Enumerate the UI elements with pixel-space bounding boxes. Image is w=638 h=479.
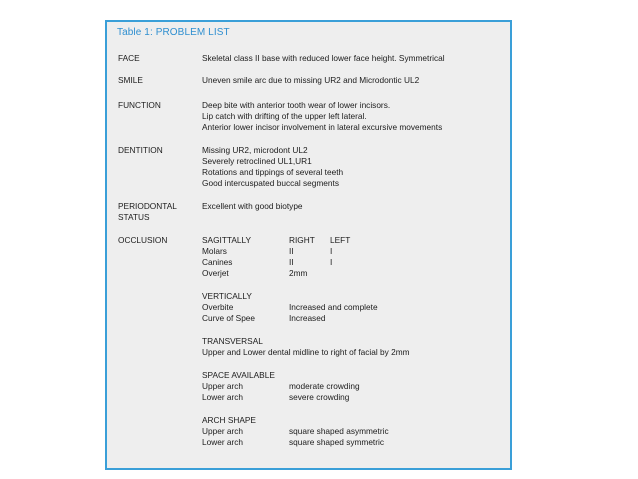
left-header: LEFT	[330, 235, 351, 245]
function-label: FUNCTION	[118, 100, 161, 110]
occlusion-label: OCCLUSION	[118, 235, 168, 245]
transversal-heading: TRANSVERSAL	[202, 336, 263, 346]
arch-shape-heading: ARCH SHAPE	[202, 415, 256, 425]
molars-left: I	[330, 246, 333, 256]
overbite-label: Overbite	[202, 302, 234, 312]
problem-list-table	[105, 20, 512, 470]
face-text: Skeletal class II base with reduced lower face height. Symmetrical	[202, 53, 445, 63]
space-available-heading: SPACE AVAILABLE	[202, 370, 275, 380]
dentition-line: Severely retroclined UL1,UR1	[202, 156, 312, 166]
dentition-line: Rotations and tippings of several teeth	[202, 167, 344, 177]
function-line: Anterior lower incisor involvement in lateral excursive movements	[202, 122, 443, 132]
sagittally-heading: SAGITTALLY	[202, 235, 252, 245]
canines-label: Canines	[202, 257, 233, 267]
function-line: Deep bite with anterior tooth wear of lower incisors.	[202, 100, 391, 110]
vertically-heading: VERTICALLY	[202, 291, 252, 301]
arch-lower-label: Lower arch	[202, 437, 244, 447]
periodontal-label-2: STATUS	[118, 212, 150, 222]
function-line: Lip catch with drifting of the upper left lateral.	[202, 111, 367, 121]
smile-label: SMILE	[118, 75, 143, 85]
periodontal-label: PERIODONTAL	[118, 201, 177, 211]
transversal-text: Upper and Lower dental midline to right of facial by 2mm	[202, 347, 410, 357]
molars-label: Molars	[202, 246, 227, 256]
dentition-label: DENTITION	[118, 145, 163, 155]
dentition-line: Missing UR2, microdont UL2	[202, 145, 308, 155]
space-upper-value: moderate crowding	[289, 381, 360, 391]
table-title: Table 1: PROBLEM LIST	[117, 27, 230, 38]
right-header: RIGHT	[289, 235, 315, 245]
smile-text: Uneven smile arc due to missing UR2 and Microdontic UL2	[202, 75, 420, 85]
curve-of-spee-label: Curve of Spee	[202, 313, 256, 323]
arch-lower-value: square shaped symmetric	[289, 437, 384, 447]
overjet-label: Overjet	[202, 268, 229, 278]
periodontal-text: Excellent with good biotype	[202, 201, 303, 211]
space-lower-value: severe crowding	[289, 392, 350, 402]
overbite-value: Increased and complete	[289, 302, 378, 312]
face-label: FACE	[118, 53, 140, 63]
overjet-value: 2mm	[289, 268, 308, 278]
arch-upper-value: square shaped asymmetric	[289, 426, 389, 436]
space-upper-label: Upper arch	[202, 381, 244, 391]
canines-left: I	[330, 257, 333, 267]
canines-right: II	[289, 257, 294, 267]
curve-of-spee-value: Increased	[289, 313, 326, 323]
dentition-line: Good intercuspated buccal segments	[202, 178, 339, 188]
arch-upper-label: Upper arch	[202, 426, 244, 436]
molars-right: II	[289, 246, 294, 256]
space-lower-label: Lower arch	[202, 392, 244, 402]
